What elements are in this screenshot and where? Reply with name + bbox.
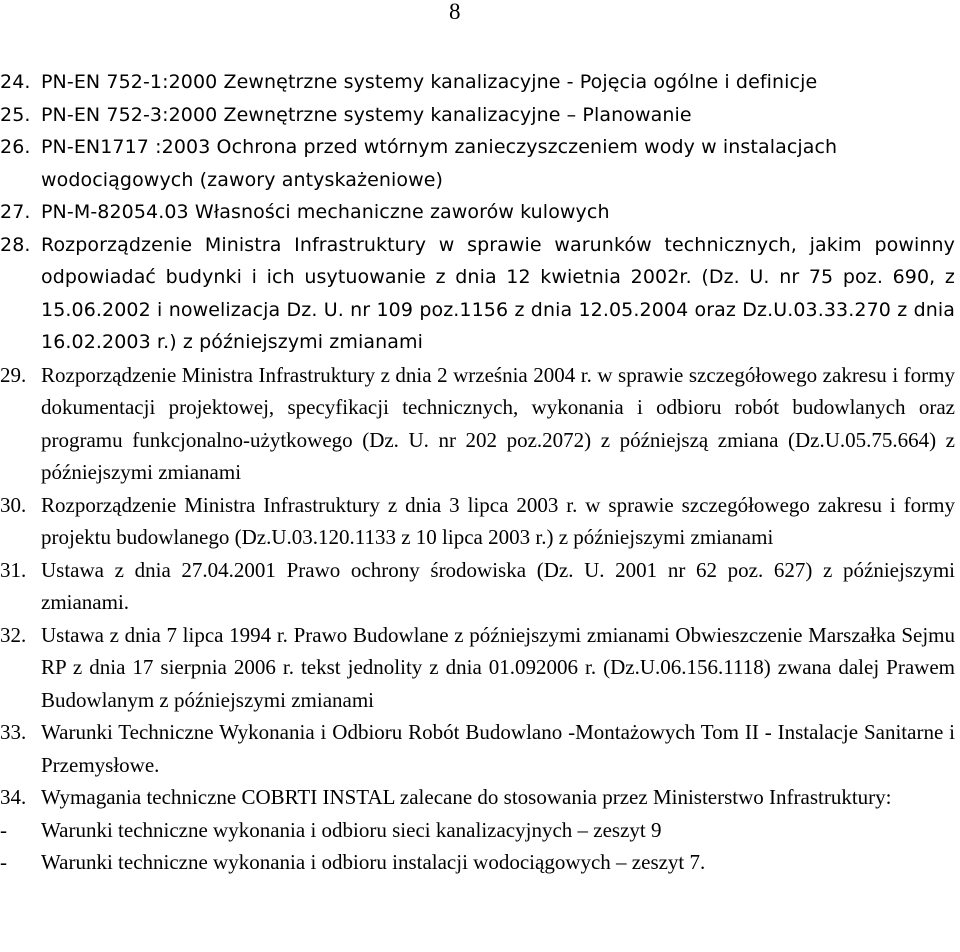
list-item — [0, 716, 960, 781]
item-text: Rozporządzenie Ministra Infrastruktury w sprawie warunków technicznych, jakim powinny odpowiadać budynki i ich usytuowanie z dnia 12 kwietnia 2002r. (Dz. U. nr 75 poz. 690, z 15.06.2002 i nowelizacja Dz. U. nr 109 poz.1156 z dnia 12.05.2004 oraz Dz.U.03.33.270 z dnia 16.02.2003 r.) z późniejszymi zmianami — [41, 233, 955, 353]
item-number: 30. — [0, 492, 27, 517]
item-text: PN-EN 752-1:2000 Zewnętrzne systemy kanalizacyjne - Pojęcia ogólne i definicje — [41, 71, 818, 93]
list-item — [0, 846, 960, 879]
item-text: Rozporządzenie Ministra Infrastruktury z dnia 3 lipca 2003 r. w sprawie szczegółowego zakresu i formy projektu budowlanego (Dz.U.03.120.1133 z 10 lipca 2003 r.) z późniejszymi zmianami — [41, 492, 955, 549]
list-item — [0, 196, 960, 229]
item-text: Wymagania techniczne COBRTI INSTAL zalecane do stosowania przez Ministerstwo Infrastruktury: — [41, 785, 892, 809]
item-number: 33. — [0, 720, 27, 744]
item-text: PN-EN 752-3:2000 Zewnętrzne systemy kanalizacyjne – Planowanie — [41, 103, 692, 126]
list-item — [0, 781, 960, 814]
list-item — [0, 66, 960, 99]
item-number: 34. — [0, 785, 27, 809]
item-number: 25. — [0, 103, 31, 126]
item-text: Ustawa z dnia 27.04.2001 Prawo ochrony środowiska (Dz. U. 2001 nr 62 poz. 627) z późniejszymi zmianami. — [41, 557, 955, 614]
item-text: PN-EN1717 :2003 Ochrona przed wtórnym zanieczyszczeniem wody w instalacjach wodociągowych (zawory antyskażeniowe) — [41, 136, 838, 191]
item-number: 24. — [0, 71, 31, 93]
item-text: Warunki techniczne wykonania i odbioru sieci kanalizacyjnych – zeszyt 9 — [41, 817, 662, 842]
item-number: 29. — [0, 362, 27, 387]
item-bullet: - — [0, 817, 7, 842]
item-number: 27. — [0, 201, 31, 223]
item-text: Warunki Techniczne Wykonania i Odbioru Robót Budowlano -Montażowych Tom II - Instalacje Sanitarne i Przemysłowe. — [41, 720, 955, 777]
list-item — [0, 554, 960, 619]
item-text: Warunki techniczne wykonania i odbioru instalacji wodociągowych – zeszyt 7. — [41, 850, 706, 874]
item-text: Rozporządzenie Ministra Infrastruktury z dnia 2 września 2004 r. w sprawie szczegółowego zakresu i formy dokumentacji projektowej, specyfikacji technicznych, wykonania i odbioru robót budowlanych oraz programu funkcjonalno-użytkowego (Dz. U. nr 202 poz.2072) z późniejszą zmiana (Dz.U.05.75.664) z późniejszymi zmianami — [41, 362, 955, 484]
item-text: PN-M-82054.03 Własności mechaniczne zaworów kulowych — [41, 201, 610, 223]
item-number: 28. — [0, 233, 31, 256]
item-text: Ustawa z dnia 7 lipca 1994 r. Prawo Budowlane z późniejszymi zmianami Obwieszczenie Marszałka Sejmu RP z dnia 17 sierpnia 2006 r. tekst jednolity z dnia 01.092006 r. (Dz.U.06.156.1118) zwana dalej Prawem Budowlanym z późniejszymi zmianami — [41, 622, 955, 712]
item-number: 31. — [0, 557, 27, 582]
list-item — [0, 489, 960, 554]
item-bullet: - — [0, 850, 7, 874]
list-item — [0, 131, 960, 196]
reference-list — [0, 66, 960, 879]
list-item — [0, 814, 960, 847]
list-item — [0, 99, 960, 132]
item-number: 32. — [0, 622, 27, 647]
item-number: 26. — [0, 136, 31, 158]
list-item — [0, 229, 960, 359]
list-item — [0, 359, 960, 489]
page-number: 8 — [449, 0, 461, 24]
list-item — [0, 619, 960, 717]
